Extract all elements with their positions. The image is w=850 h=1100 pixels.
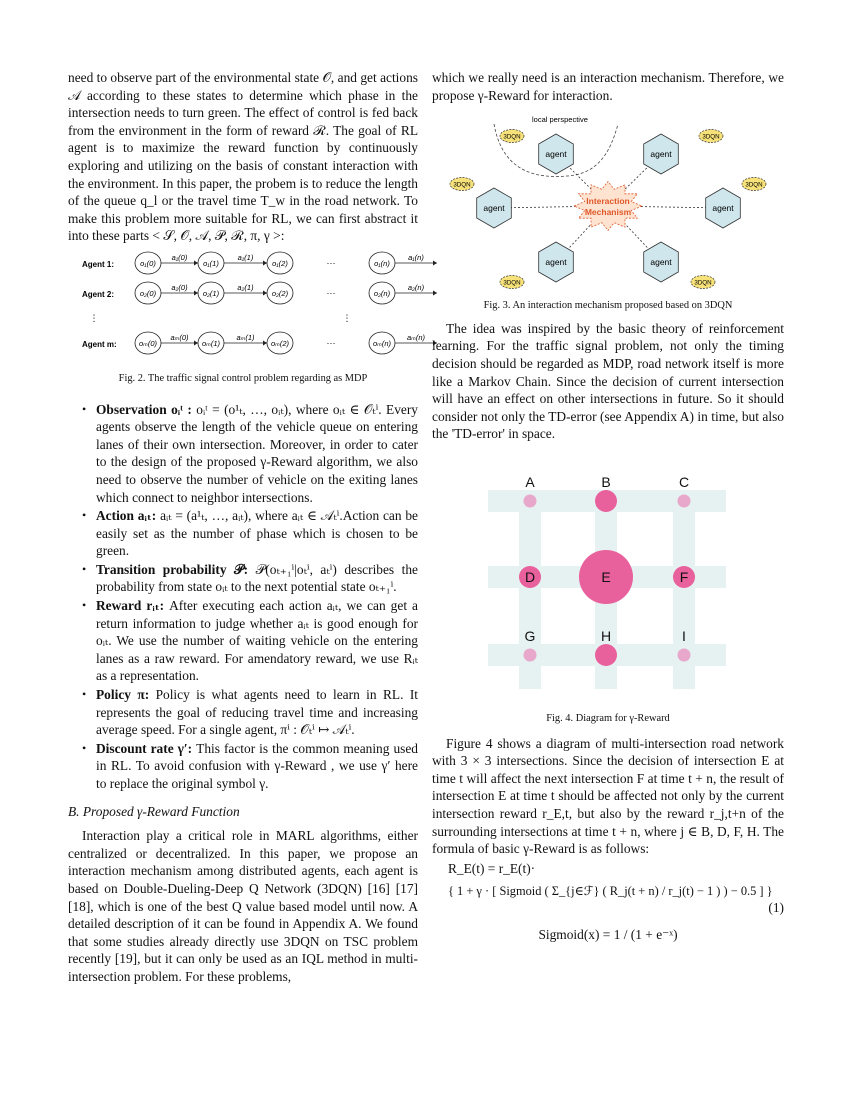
figure-3 bbox=[432, 114, 784, 297]
state-label: o₁(2) bbox=[272, 258, 288, 268]
dqn-label: 3DQN bbox=[453, 181, 471, 189]
bullet-term: Action bbox=[96, 508, 134, 524]
intersection-h bbox=[595, 644, 617, 666]
intersection-label: I bbox=[682, 627, 686, 644]
interaction-label: Interaction bbox=[586, 196, 630, 207]
bullet-term: Reward bbox=[96, 598, 142, 614]
ellipsis: ··· bbox=[326, 287, 336, 298]
dqn-label: 3DQN bbox=[694, 279, 712, 287]
action-label: aₘ(n) bbox=[406, 332, 426, 342]
bullet-symbol: aᵢₜ: bbox=[133, 508, 161, 524]
figure-4-caption: Fig. 4. Diagram for γ-Reward bbox=[546, 712, 670, 724]
dqn-label: 3DQN bbox=[702, 133, 720, 141]
right-para-3: Figure 4 shows a diagram of multi-intersection road network with 3 × 3 intersections. Since the decision of intersection E at time t will affect the next intersection F at time t + n, the result of intersection E at time t should be affected not only by the current intersection reward r_E,t, but also by the reward r_j,t+n of the surrounding intersections at time t + n, where j ∈ B, D, F, H. The formula of basic γ-Reward is as follows: bbox=[432, 735, 784, 857]
state-label: oₘ(1) bbox=[201, 338, 221, 348]
vertical-ellipsis: ⋮ bbox=[89, 312, 99, 323]
intersection-a bbox=[524, 494, 537, 507]
vertical-ellipsis: ⋮ bbox=[342, 312, 352, 323]
figure-2-caption: Fig. 2. The traffic signal control problem regarding as MDP bbox=[118, 372, 368, 384]
bullet-symbol: π: bbox=[130, 687, 156, 703]
action-label: aₘ(0) bbox=[170, 332, 189, 342]
arrow-head bbox=[263, 340, 267, 345]
state-label: oₘ(0) bbox=[138, 338, 158, 348]
equation-1-line-1: R_E(t) = r_E(t)· bbox=[448, 860, 536, 876]
left-intro: need to observe part of the environmental state 𝒪, and get actions 𝒜 according to these states to determine which phase in the intersection needs to turn green. The effect of control is fed back from the environment in the form of reward ℛ. The goal of RL agent is to maximize the reward function by continuously exploring and utilizing on the basis of constant interaction with the environment. In this paper, the probem is to reduce the length of the queue q_l or the travel time T_w in the road network. To make this problem more suitable for RL, we can first abstract it into these parts < 𝒮, 𝒪, 𝒜, 𝒫, ℛ, π, γ >: bbox=[68, 70, 418, 244]
figure-3-caption: Fig. 3. An interaction mechanism proposed based on 3DQN bbox=[483, 299, 733, 311]
bullet-item bbox=[68, 507, 418, 560]
equation-1-number: (1) bbox=[768, 899, 784, 915]
arrow-head bbox=[194, 340, 198, 345]
arrow-head bbox=[194, 260, 198, 265]
right-intro: which we really need is an interaction mechanism. Therefore, we propose γ-Reward for interaction. bbox=[432, 70, 784, 103]
right-column bbox=[432, 69, 784, 948]
mdp-definition-list bbox=[68, 401, 418, 793]
action-label: aₘ(1) bbox=[236, 332, 255, 342]
dqn-label: 3DQN bbox=[503, 279, 521, 287]
bullet-item bbox=[68, 561, 418, 596]
agent-label: Agent 2: bbox=[82, 289, 114, 299]
dqn-label: 3DQN bbox=[745, 181, 763, 189]
bullet-item bbox=[68, 597, 418, 685]
state-label: o₂(n) bbox=[373, 288, 391, 298]
intersection-label: H bbox=[600, 627, 612, 644]
arrow-head bbox=[263, 260, 267, 265]
dqn-label: 3DQN bbox=[503, 133, 521, 141]
bullet-term: Transition probability bbox=[96, 561, 227, 577]
state-label: o₁(0) bbox=[140, 258, 156, 268]
agent-label: agent bbox=[650, 257, 672, 268]
interaction-mechanism-diagram bbox=[432, 114, 784, 292]
state-label: o₂(1) bbox=[202, 288, 220, 298]
equation-1-line-2: { 1 + γ · [ Sigmoid ( Σ_{j∈ℱ} ( R_j(t + n) / r_j(t) − 1 ) ) − 0.5 ] } bbox=[448, 884, 773, 899]
intersection-i bbox=[678, 648, 691, 661]
bullet-text: Policy is what agents need to learn in RL. It represents the goal of reducing travel time and increasing average speed. For a single agent, πⁱ : 𝒪ₜⁱ ↦ 𝒜ₜⁱ. bbox=[96, 687, 419, 738]
equation-2: Sigmoid(x) = 1 / (1 + e⁻ˣ) bbox=[538, 927, 678, 943]
agent-label: agent bbox=[712, 203, 734, 214]
action-label: a₁(0) bbox=[171, 252, 188, 262]
intersection-label: F bbox=[679, 568, 689, 585]
bullet-text: oᵢᵗ = (o¹ₜ, …, oᵢₜ), where oᵢₜ ∈ 𝒪ₜⁱ. Every agents observe the length of the vehicle queue on entering lanes of their own intersection. Moreover, in order to cater to the design of the proposed γ-Reward algorithm, we also need to observe the number of vehicle on the exiting lanes which connect to neighbor intersections. bbox=[96, 401, 418, 505]
bullet-item bbox=[68, 740, 418, 793]
figure-2 bbox=[68, 252, 426, 366]
bullet-item bbox=[68, 686, 418, 739]
ellipsis: ··· bbox=[326, 257, 336, 268]
bullet-symbol: 𝒫: bbox=[226, 561, 256, 577]
section-text: Interaction play a critical role in MARL algorithms, either centralized or decentralized. In this paper, we propose an interaction mechanism among distributed agents, each agent is based on Double-Dueling-Deep Q Network (3DQN) [16] [17] [18], which is one of the best Q value based model until now. A detailed description of it can be found in Appendix A. We found that some studies already directly use 3DQN on TSC problem recently [19], but it can only be used as an IQL method in multi-intersection problem. For these problems, bbox=[68, 828, 418, 984]
bullet-text: 𝒫(oₜ₊₁ⁱ|oₜⁱ, aₜⁱ) describes the probability from state oᵢₜ to the next potential state oₜ₊₁ⁱ. bbox=[96, 561, 419, 595]
bullet-text: aᵢₜ = (a¹ₜ, …, aᵢₜ), where aᵢₜ ∈ 𝒜ₜⁱ.Action can be easily set as the number of phase which is chosen to be green. bbox=[96, 508, 418, 559]
agent-label: agent bbox=[483, 203, 505, 214]
gamma-reward-diagram bbox=[432, 463, 784, 703]
arrow-head bbox=[194, 290, 198, 295]
state-label: oₘ(2) bbox=[270, 338, 290, 348]
bullet-symbol: rᵢₜ: bbox=[141, 598, 170, 614]
left-column bbox=[68, 69, 426, 986]
intersection-label: B bbox=[601, 473, 611, 490]
agent-label: agent bbox=[545, 257, 567, 268]
bullet-item bbox=[68, 401, 418, 507]
agent-label: agent bbox=[545, 149, 567, 160]
state-label: o₂(2) bbox=[271, 288, 289, 298]
state-label: o₂(0) bbox=[139, 288, 157, 298]
action-label: a₂(1) bbox=[237, 282, 254, 292]
action-label: a₁(n) bbox=[408, 252, 424, 262]
bullet-symbol: oᵢᵗ : bbox=[166, 401, 197, 417]
mechanism-label: Mechanism bbox=[584, 207, 632, 218]
arrow-head bbox=[263, 290, 267, 295]
mdp-diagram bbox=[68, 252, 426, 361]
intersection-label: C bbox=[678, 473, 690, 490]
bullet-term: Discount rate bbox=[96, 740, 174, 756]
bullet-symbol: γ′: bbox=[173, 740, 197, 756]
bullet-term: Policy bbox=[96, 687, 131, 703]
state-label: o₁(n) bbox=[374, 258, 390, 268]
intersection-label: A bbox=[525, 473, 535, 490]
intersection-label: D bbox=[524, 568, 536, 585]
intersection-b bbox=[595, 490, 617, 512]
agent-label: agent bbox=[650, 149, 672, 160]
agent-label: Agent m: bbox=[82, 339, 117, 349]
intersection-c bbox=[678, 494, 691, 507]
action-label: a₂(n) bbox=[407, 282, 425, 292]
action-label: a₁(1) bbox=[237, 252, 254, 262]
bullet-term: Observation bbox=[96, 401, 167, 417]
intersection-g bbox=[524, 648, 537, 661]
state-label: o₁(1) bbox=[203, 258, 219, 268]
section-title: B. Proposed γ-Reward Function bbox=[68, 803, 240, 819]
figure-4 bbox=[432, 463, 784, 708]
state-label: oₘ(n) bbox=[372, 338, 392, 348]
local-perspective-label: local perspective bbox=[532, 115, 588, 125]
interaction-mechanism-burst bbox=[574, 182, 642, 231]
bullet-text: This factor is the common meaning used in RL. To avoid confusion with γ-Reward , we use γ′ here to replace the original symbol γ. bbox=[96, 740, 418, 791]
agent-label: Agent 1: bbox=[82, 259, 114, 269]
bullet-text: After executing each action aᵢₜ, we can get a return information to judge whether aᵢₜ is good enough for oᵢₜ. We use the number of waiting vehicle on the entering lanes as a raw reward. For amendatory reward, we use Rᵢₜ as a representation. bbox=[96, 598, 418, 684]
action-label: a₂(0) bbox=[171, 282, 188, 292]
ellipsis: ··· bbox=[326, 337, 336, 348]
right-para-2: The idea was inspired by the basic theory of reinforcement learning. For the traffic signal problem, not only the timing decision should be regarded as MDP, road network itself is more like a Markov Chain. Since the decision of current intersection will have an effect on other intersections in future. So it should consider not only the TD-error (see Appendix A) in time, but also the 'TD-error' in space. bbox=[432, 320, 784, 442]
intersection-label: G bbox=[524, 627, 536, 644]
intersection-label: E bbox=[601, 568, 611, 585]
